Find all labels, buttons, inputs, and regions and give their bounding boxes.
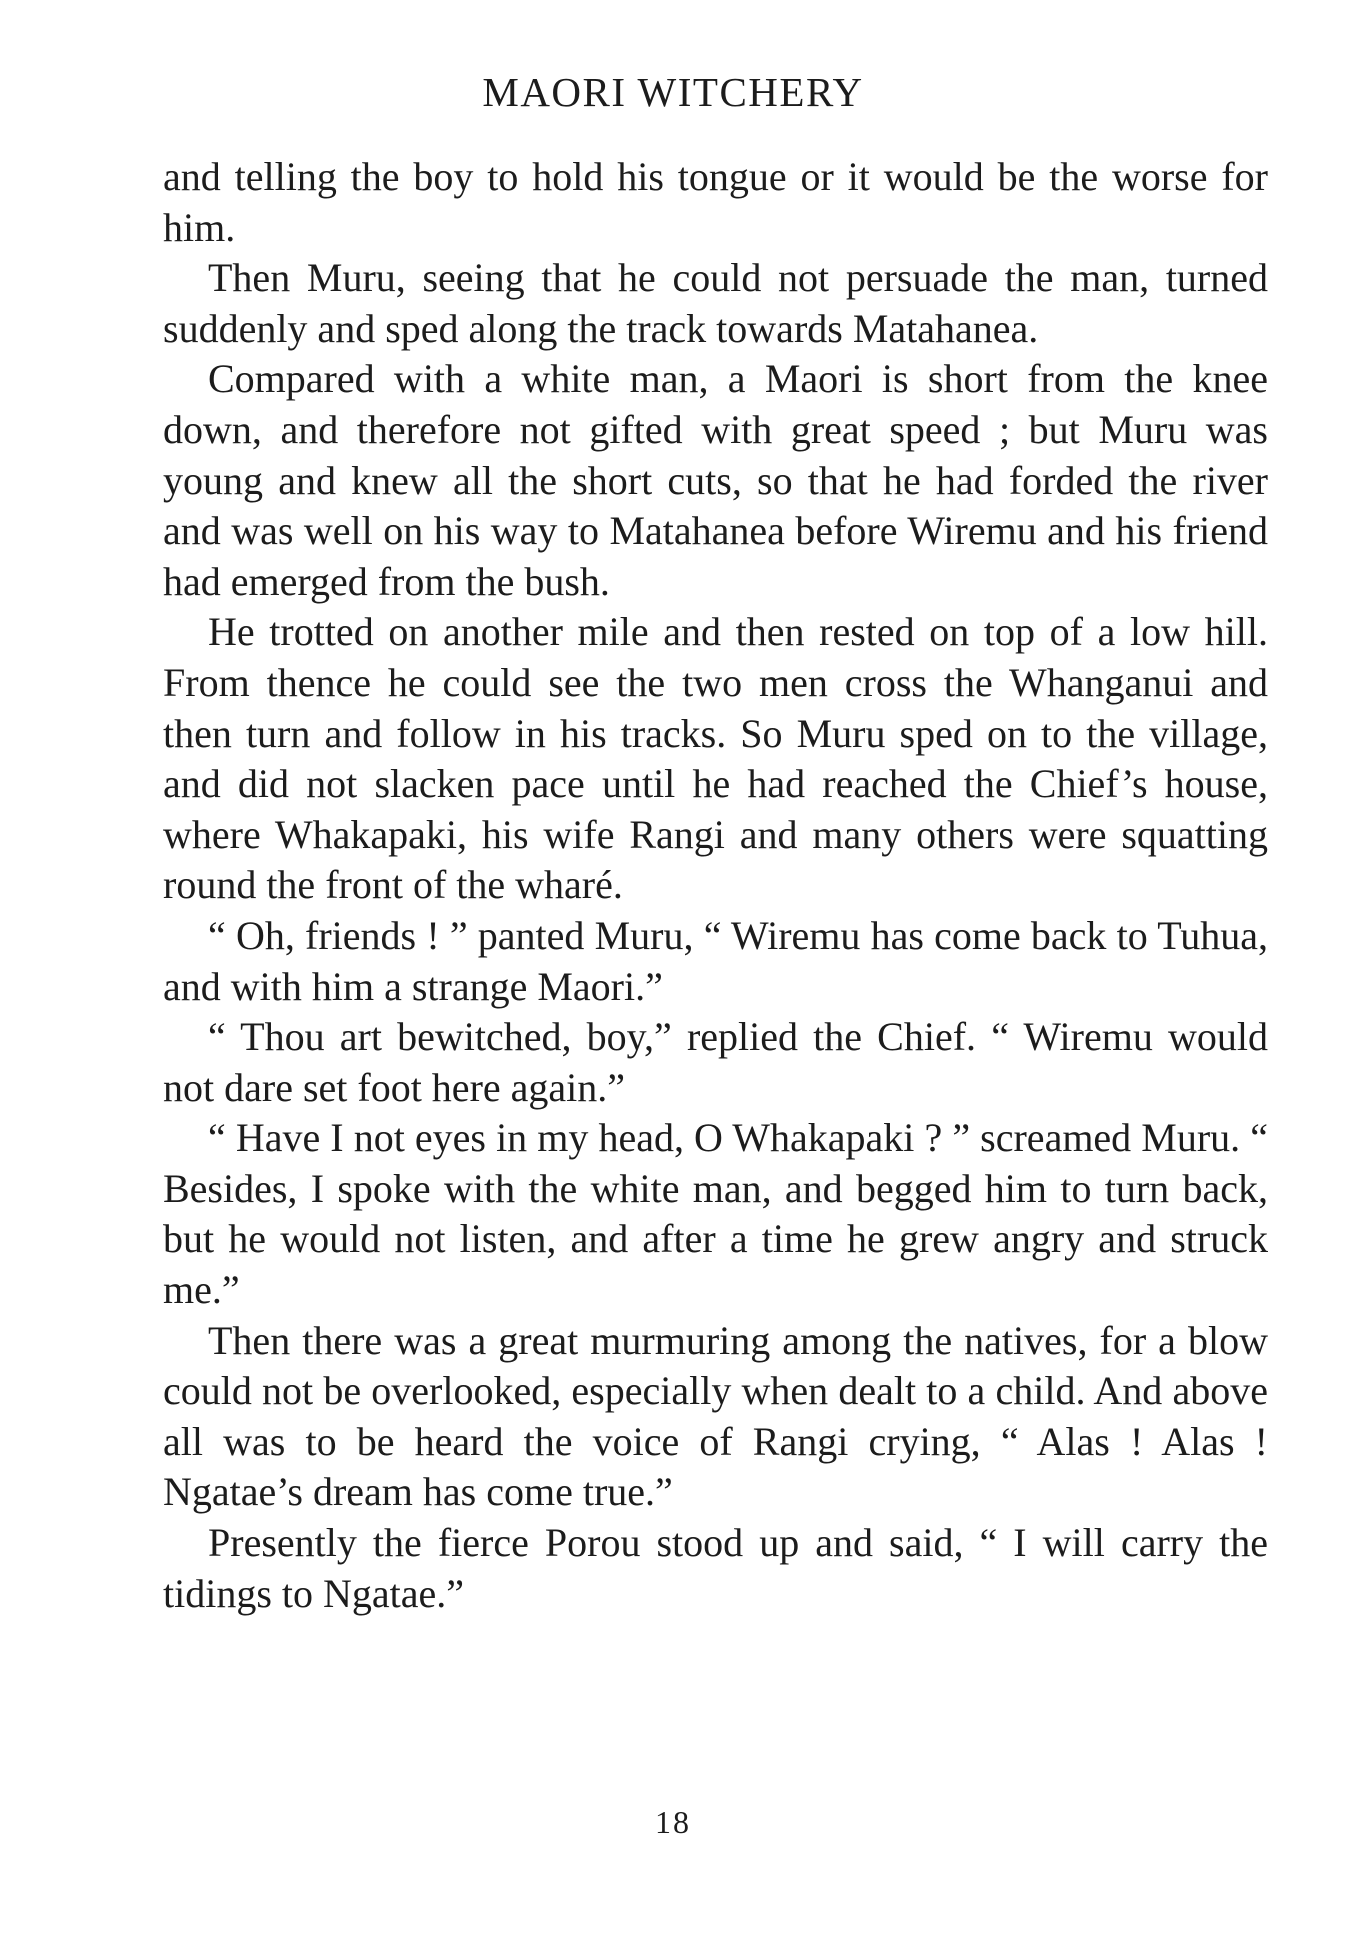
paragraph: Compared with a white man, a Maori is short from the knee down, and therefore not gifted with great speed ; but Muru was young and knew all the short cuts, so that he had forded the river and was well on his way to Matahanea before Wiremu and his friend had emerged from the bush. bbox=[163, 356, 1268, 604]
paragraph: Then Muru, seeing that he could not persuade the man, turned suddenly and sped along the track towards Matahanea. bbox=[163, 255, 1268, 351]
paragraph: and telling the boy to hold his tongue or it would be the worse for him. bbox=[163, 154, 1268, 250]
paragraph: He trotted on another mile and then rested on top of a low hill. From thence he could see the two men cross the Whanganui and then turn and follow in his tracks. So Muru sped on to the village, and did not slacken pace until he had reached the Chief’s house, where Whakapaki, his wife Rangi and many others were squatting round the front of the wharé. bbox=[163, 609, 1268, 908]
paragraph: Then there was a great murmuring among the natives, for a blow could not be overlooked, especially when dealt to a child. And above all was to be heard the voice of Rangi crying, “ Alas ! Alas ! Ngatae’s dream has come true.” bbox=[163, 1317, 1268, 1515]
paragraph: “ Have I not eyes in my head, O Whakapaki ? ” screamed Muru. “ Besides, I spoke with the white man, and begged him to turn back, but he would not listen, and after a time he grew angry and struck me.” bbox=[163, 1115, 1268, 1313]
body-text bbox=[163, 152, 1268, 1619]
page-number: 18 bbox=[655, 1804, 691, 1840]
paragraph: “ Thou art bewitched, boy,” replied the Chief. “ Wiremu would not dare set foot here again.” bbox=[163, 1014, 1268, 1110]
paragraph: Presently the fierce Porou stood up and said, “ I will carry the tidings to Ngatae.” bbox=[163, 1520, 1268, 1616]
running-head: MAORI WITCHERY bbox=[482, 69, 864, 115]
paragraph: “ Oh, friends ! ” panted Muru, “ Wiremu has come back to Tuhua, and with him a strange Maori.” bbox=[163, 912, 1268, 1009]
